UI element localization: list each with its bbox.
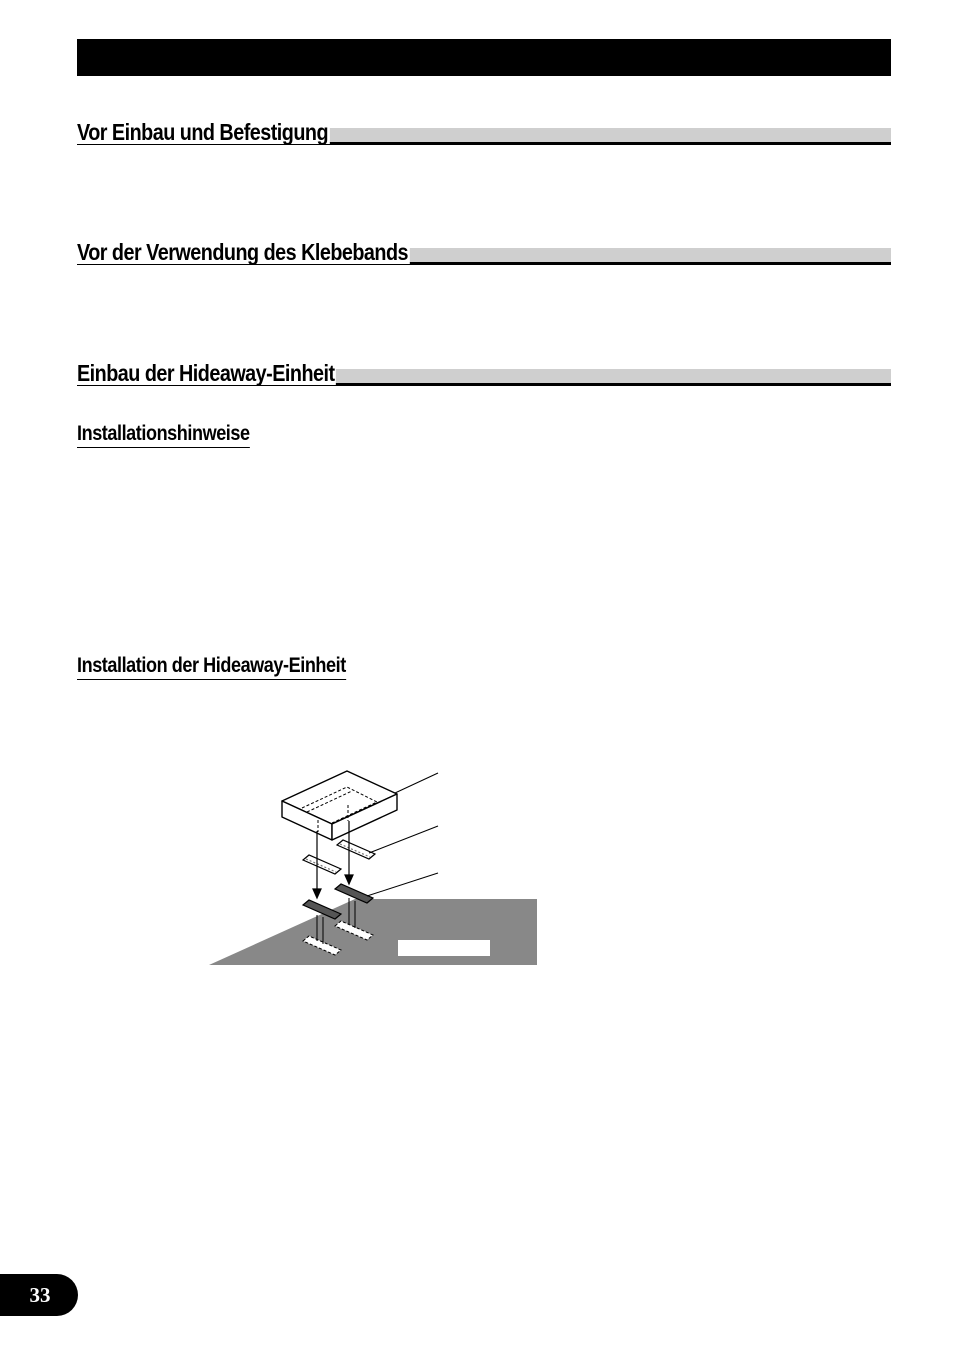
section-title: Vor der Verwendung des Klebebands [77,239,409,265]
section-heading-einbau-hideaway [77,360,891,387]
hideaway-unit-box [282,771,397,840]
page-number: 33 [29,1283,51,1307]
section-heading-vor-einbau [77,119,891,146]
subheading-installation-hideaway: Installation der Hideaway-Einheit [77,655,346,680]
mounting-diagram-svg [205,765,545,975]
velcro-pads-upper [303,840,375,874]
header-bar [77,39,891,76]
surface-label-box [398,940,490,956]
page-number-badge [0,1274,78,1316]
section-heading-klebeband [77,239,891,266]
subheading-installationshinweise: Installationshinweise [77,423,250,448]
hideaway-unit-mounting-diagram [205,765,545,975]
section-title: Einbau der Hideaway-Einheit [77,360,335,386]
section-title: Vor Einbau und Befestigung [77,119,329,145]
